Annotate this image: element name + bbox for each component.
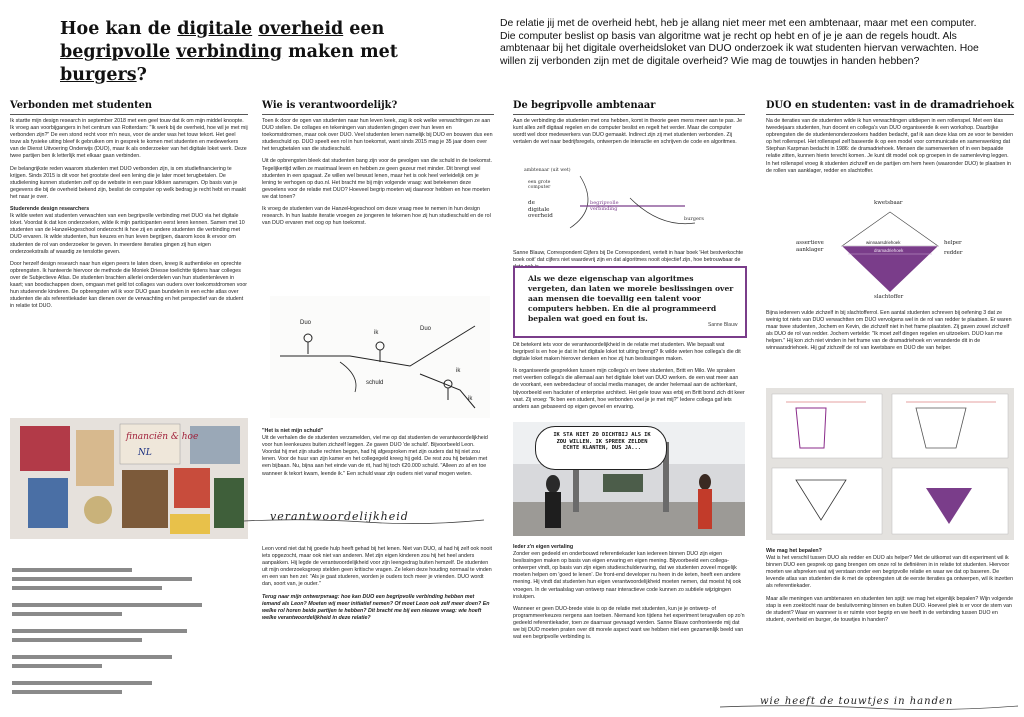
quote-author: Sanne Blauw bbox=[708, 322, 738, 328]
col3-subheading: Ieder z'n eigen vertaling bbox=[513, 544, 574, 550]
col2-subheading: "Het is niet mijn schuld" bbox=[262, 428, 324, 434]
col4-p1: Na de iteraties van de studenten wilde ik hun verwachtingen uitdiepen in een rollenspel. Met een klas tweedejaars studenten, hun docent en collega's van DUO organiseerde ik een workshop. Daarbijke opbrengsten die de studentenonderzoekers hadden bedacht, gaf ik aan deze klas om ze voor te bereiden op het rollenspel. Het rollenspel zelf baseerde ik op een model voor communicatie en samenwerking dat Stephan Karpman bedacht in 1986: de dramadriehoek. Mensen die samenwerken of in een bepaalde relatie zitten, kunnen hierin terecht komen. Je kunt dit model ook op groepen in de samenleving leggen. In het rollenspel vroeg ik studenten zichzelf en de partijen om hem heen (waaronder DUO) te plaatsen in de rollen van aanklager, redder en slachtoffer. bbox=[766, 118, 1014, 174]
col2-body-top bbox=[262, 118, 494, 232]
grey-bar bbox=[12, 603, 202, 607]
drawing-label-duo-2: Duo bbox=[420, 326, 432, 332]
col1-p2: De belangrijkste reden waarom studenten met DUO verbonden zijn, is om studiefinanciering te krijgen. Sinds 2015 is dit voor het grootste deel een lening die je later moet terugbetalen. De studielening kunnen studenten zelf op de website in een paar klikken aanvragen. Op basis van je gegevens die bij de overheid bekend zijn, beslist de computer op welk bedrag je recht hebt en maakt het naar je over. bbox=[10, 165, 246, 200]
collage-label-2: NL bbox=[138, 448, 152, 458]
drama-triangle bbox=[770, 200, 1010, 304]
diagram-label-mid: begripvolle verbinding bbox=[590, 200, 619, 212]
col2-rule bbox=[262, 114, 494, 115]
col3-p2: Sanne Blauw, Correspondent Cijfers bij De Correspondent, vertelt in haar boek 'Het bestverkochte boek ooit' dat cijfers niet waardevrij zijn en dat algoritmes nooit objectief zijn, hoe betrouwbaar de bbox=[513, 250, 744, 264]
grey-bar bbox=[12, 612, 122, 616]
col3-p4: Ik organiseerde gesprekken tussen mijn collega's en twee studenten, Britt en Milo. We spraken met veertien collega's die allemaal aan het digitale loket van DUO werken. de een wat meer aan de voorkant, een webredacteur of social media manager, de ander helemaal aan de achterkant, bijvoorbeeld een hackster of enterprise architect. Het gele touw was erbij en Britt bond zich dit keer vast. Zij vroeg: "Ik ben een student, hoe verbonden voel je je met mij?" Iedere collega gaf iets anders aan gebaseerd op eigen gevoel en ervaring. bbox=[513, 368, 745, 410]
page-title: Hoe kan de digitale overheid een begripvolle verbinding maken met burgers? bbox=[60, 19, 398, 85]
col2-p2: Uit de opbrengsten bleek dat studenten bang zijn voor de gevolgen van die schuld in de toekomst. Tegelijkertijd willen ze maximaal leven en hebben ze geen gezeur met minder. Dit brengt veel studenten in een spagaat. Ze willen wel bewust lenen, maar het is ook heel verleidelijk om je lening te verhogen op duo.nl. Het bracht me bij mijn volgende vraag: wat betekenen deze gevoelens voor de relatie met DUO? Hoeveel begrip moeten wij daarvoor hebben en hoe moeten we dat tonen? bbox=[262, 158, 492, 200]
quote-text: Als we deze eigenschap van algoritmes vergeten, dan laten we morele beslissingen over aan mensen die toevallig een talent voor computers hebben. En die al programmeerd bepalen wat goed en fout is. bbox=[528, 274, 734, 323]
col1-p4: Door herzelf design research naar hun eigen peers te laten doen, kreeg ik authentieke en oprechte opbrengsten. Ik hanteerde hiervoor de methode die Moniek Driesse toelichtte tijdens haar colleges over de Subjectieve Atlas. De studenten brachten allerlei onderdelen van hun studentenleven in kaart; van boodschappen doen, omgaan met geld tot collages van ouders over toekomstdromen voor hun studerende kinderen. De opbrengsten wil ik voor DUO gaan bundelen in een echte atlas over studenten die als referentiekader kan dienen over de verwachting en het perspectief van de student in relatie tot DUO. bbox=[10, 260, 248, 310]
triangle-band-drama: dramadriehoek bbox=[874, 248, 904, 253]
col3-body-bottom bbox=[513, 544, 745, 646]
speech-bubble-text: IK STA NIET ZO DICHTBIJ ALS IK ZOU WILLEN. IK SPREEK ZELDEN ECHTE KLANTEN, DUS JA... bbox=[553, 432, 651, 452]
diagram-label-left1: een grote computer bbox=[528, 180, 551, 190]
col2-p5: Leon vond niet dat hij goede hulp heeft gehad bij het lenen. Niet van DUO, al had hij zelf ook nooit iets opgezocht, maar ook niet van anderen. Met zijn eigen kinderen zou hij het heel anders aanpakken. Hij legde de verantwoordelijkheid voor zijn leengedrag buiten hemzelf. De studenten uit mijn onderzoeksgroep stelden geen kritische vragen. Ze leken deze houding normaal te vinden en een van hen zei: "Als je gaat studeren, worden je ouders toch meer je vrienden. DUO wordt dan, soort van, je ouder." bbox=[262, 546, 492, 588]
col2-heading: Wie is verantwoordelijk? bbox=[262, 100, 398, 111]
col1-rule bbox=[10, 114, 248, 115]
triangle-band-winnaars: winnaarsdriehoek bbox=[866, 240, 901, 245]
triangle-label-right2: redder bbox=[944, 250, 963, 256]
col1-body bbox=[10, 118, 248, 315]
triangle-label-right: helper bbox=[944, 240, 962, 246]
worksheet-photos bbox=[766, 388, 1014, 540]
col1-subheading: Studerende design researchers bbox=[10, 206, 90, 213]
drawing-label-schuld: schuld bbox=[366, 380, 384, 386]
script-touwtjes: wie heeft de touwtjes in handen bbox=[760, 696, 954, 707]
drawing-label-ik-2: ik bbox=[456, 368, 461, 374]
col4-p2: Bijna iedereen vulde zichzelf in bij slachtofferrol. Een aantal studenten schreven bij oefening 3 dat ze weinig tot niets van DUO verwachtten om DUO vervolgens wel in de rol van redder te plaatsen. Er waren maar twee studenten, Jochem en Kevin, die zichzelf niet in het frame plaatsten. Zij gaven zowel zichzelf als DUO de rol van redder. Jochem vertelde: "Ik moet zelf dingen regelen en uitzoeken. DUO kan me helpen." Hij kon zich niet vinden in het frame van de dramadriehoek en veranderde dit in de winnaarsdriehoek. Hij gaf zichzelf de rol van kwetsbare en DUO die van helper. bbox=[766, 310, 1012, 352]
col2-body-mid bbox=[262, 428, 494, 483]
col3-p3: Dit betekent iets voor de verantwoordelijkheid in de relatie met studenten. Wie bepaalt wat begripvol is en hoe je dat in het digitale loket tot uiting brengt? Ik wilde weten hoe collega's die dit digitale loket maken hierover denken en hoe zij hun beslissingen maken. bbox=[513, 342, 741, 363]
script-underline bbox=[244, 516, 484, 526]
triangle-label-bottom: slachtoffer bbox=[874, 294, 904, 300]
diagram-label-left2: de digitale overheid bbox=[528, 200, 553, 219]
col1-p3: Ik wilde weten wat studenten verwachten van een begripvolle verbinding met DUO via het digitale loket. Voordat ik dat kon onderzoeken, wilde ik mijn participanten eerst leren kennen. Samen met 10 studenten van de HanzeHogeschool onderzocht ik hoe zij en andere studenten die verbinding met DUO ervaren. Ik wilde studenten, hun keuzes en hun leven begrijpen, daarom koos ik ervoor om studenten de rol van onderzoeker te geven. In meerdere iteraties gingen zij hun eigen onderzoekstrails af waardig ze tenslotte geven. bbox=[10, 213, 245, 255]
collage-label-1: financiën & hoe bbox=[126, 432, 199, 442]
grey-bar bbox=[12, 638, 142, 642]
col3-p5: Zonder een gedeeld en onderbouwd referentiekader kan iedereen binnen DUO zijn eigen beslissingen maken op basis van eigen ervaring en eigen mening. Bijvoorbeeld een collega-ontwerper vindt, op basis van zijn eigen studieschuldervaring, dat we studenten zoveel mogelijk moeten helpen om 'goed te lenen'. De front-end developer nu heen in de keten, heeft een andere mening. Hij vindt dat studenten hun eigen verantwoordelijkheid moeten nemen, dat moeist hij ook vroegen. In de vertaalslag van ontwerp naar interactieve code kunnen zo subtiele wijzigingen insluipen. bbox=[513, 551, 742, 600]
col4-subheading: Wie mag het bepalen? bbox=[766, 548, 822, 554]
intro-text: De relatie jij met de overheid hebt, heb je allang niet meer met een ambtenaar, maar met een computer. Die computer beslist op basis van algoritme wat je recht op hebt en of je je aan de regels houdt. Als ambtenaar bij het digitale overheidsloket van DUO onderzoek ik wat studenten hiervan verwachten. Hoe willen zij verbonden zijn met de digitale overheid? Wie mag de touwtjes in handen hebben? bbox=[500, 18, 979, 67]
col4-heading: DUO en studenten: vast in de dramadriehoek bbox=[766, 100, 1014, 111]
grey-bar bbox=[12, 681, 152, 685]
col1-p1: Ik startte mijn design research in september 2018 met een geel touw dat ik om mijn middel knoopte. Ik vroeg aan voorbijgangers in het centrum van Rotterdam: "Ik werk bij de overheid, hoe wil je met mij verbonden zijn?" De een stond recht voor m'n neus, voor de ander was het touw tekort. Het geel touw als fysieke uiting bleef ik gebruiken om in gesprek te komen met studenten en medewerkers van de Dienst Uitvoering Onderwijs (DUO), maar ik als onderzoeker van het digitale loket werk. Deze twee partijen ben ik letterlijk met elkaar gaan verbinden. bbox=[10, 118, 248, 160]
connection-diagram bbox=[520, 168, 740, 238]
grey-bar bbox=[12, 664, 102, 668]
col4-body-mid bbox=[766, 310, 1014, 358]
diagram-label-top: ambtenaar (uit wet) bbox=[524, 168, 571, 173]
col4-body-bottom bbox=[766, 548, 1014, 629]
col4-p4: Maar alle meningen van ambtenaren en studenten ten spijt: we mag het eigenlijk bepalen? Wijn volgende stap is een zoektocht naar de besluitvorming binnen en buiten DUO. Hoeveel plek is er voor de stem van de student? Waar en wanneer is er ruimte voor begrip en we heeft in de verbinding tussen DUO en student, overheid en burger, de touwtjes in handen? bbox=[766, 595, 1014, 623]
triangle-label-left: assertieve aanklager bbox=[796, 240, 824, 253]
col1-heading: Verbonden met studenten bbox=[10, 100, 153, 111]
drawing-label-ik-3: ik bbox=[468, 396, 473, 402]
drawing-label-ik: ik bbox=[374, 330, 379, 336]
script-underline-2 bbox=[720, 702, 1018, 712]
workshop-photo bbox=[513, 422, 745, 536]
col4-body-top bbox=[766, 118, 1014, 180]
grey-bar bbox=[12, 577, 192, 581]
col3-rule bbox=[513, 114, 745, 115]
collage-photo bbox=[10, 418, 248, 539]
diagram-label-right: burgers bbox=[684, 216, 704, 222]
col2-p3: Ik vroeg de studenten van de HanzeHogeschool om deze vraag mee te nemen in hun design research. In hun laatste iteratie vroegen ze jongeren te tekenen hoe zij hun studieschuld en de rol van DUO ervaren met oog op hun toekomst. bbox=[262, 206, 491, 227]
grey-bar bbox=[12, 655, 172, 659]
col3-p1: Aan de verbinding die studenten met ons hebben, komt in theorie geen mens meer aan te pas. Je kunt alles zelf digitaal regelen en de computer beslist en regelt het verder. Maar die computer wordt wel door medewerkers van DUO gemaakt. Indirect zijn zij met studenten verbonden. Zij vertalen de wet naar bedrijfsregels, ontwerpen de interactie en schrijven de code en algoritmes. bbox=[513, 118, 743, 146]
col4-rule bbox=[766, 114, 1014, 115]
col2-p6: Terug naar mijn ontwerpvraag: hoe kan DUO een begripvolle verbinding hebben met iemand als Leon? Moeten wij meer initiatief nemen? Of moet Leon ook zelf meer doen? En welke rol horen beide partijen te hebben? Dit bracht me bij een nieuwe vraag: wie hoeft welke verantwoordelijkheid in deze relatie? bbox=[262, 593, 490, 621]
col3-body-top bbox=[513, 118, 745, 151]
script-verantwoordelijkheid: verantwoordelijkheid bbox=[270, 510, 409, 523]
col2-p1: Toen ik door de ogen van studenten naar hun leven keek, zag ik ook welke verwachtingen ze aan DUO stellen. De collages en tekeningen van studenten gingen over hun leven en toekomstdromen, maar ook over DUO. Veel studenten lenen namelijk bij DUO en bouwen dus een studieschuld op. DUO speelt een rol in hun toekomst, want sinds 2015 mag je 35 jaar doen over het terugbetalen van die studieschuld. bbox=[262, 118, 493, 153]
col3-heading: De begripvolle ambtenaar bbox=[513, 100, 656, 111]
col2-body-bottom bbox=[262, 546, 494, 627]
drawing-label-duo: Duo bbox=[300, 320, 312, 326]
col2-p4: Uit de verhalen die de studenten verzamelden, viel me op dat studenten de verantwoordelijkheid voor hun leenkeuzes buiten zichzelf leggen. Ze gaven DUO 'de schuld'. Bijvoorbeeld Leon. Voordat hij met zijn studie rechten begon, had hij afgesproken met zijn ouders dat hij niet zou lenen. Voor de huur van zijn kamer en het collegegeld kreeg hij geld. De rest zou hij betalen met een bijbaan. Nu, bijna aan het einde van de rit, had hij toch €20.000 schuld. "Alleen zo af en toe wanneer ik tekort kwam, leende ik." Een schuld waar zijn ouders niet vanaf mogen weten. bbox=[262, 435, 488, 477]
student-drawing bbox=[270, 296, 490, 418]
grey-bar bbox=[12, 629, 187, 633]
col3-p6: Wanneer er geen DUO-brede visie is op de relatie met studenten, kun je je ontwerp- of programmeerkeuzes nergens aan toetsen. Niemand kon tijdens het experiment terugvallen op zo'n gedeeld referentiekader, toen ze daarnaar gevraagd werden. Sanne Blauw confronteerde mij dat we bij DUO moeten praten over dit morele aspect want we hebben niet een gezamenlijk beeld van wat een begripvolle verbinding is. bbox=[513, 605, 745, 641]
grey-bar bbox=[12, 586, 162, 590]
col3-body-mid bbox=[513, 342, 745, 416]
grey-bar bbox=[12, 690, 122, 694]
col4-p3: Wat is het verschil tussen DUO als redder en DUO als helper? Met de uitkomst van dit experiment wil ik binnen DUO een gesprek op gang brengen om onze rol te definiëren in in relatie tot studenten. Hiervoor moeten we afspreken wat wij verstaan onder een begripvolle relatie en waar we dat op baseren. De levende atlas van studenten die ik met de opbrengsten uit de eerste iteraties ga ontwerpen, wil ik inzetten als referentiekader. bbox=[766, 555, 1014, 590]
triangle-label-top: kwetsbaar bbox=[874, 200, 903, 206]
grey-bar bbox=[12, 568, 132, 572]
